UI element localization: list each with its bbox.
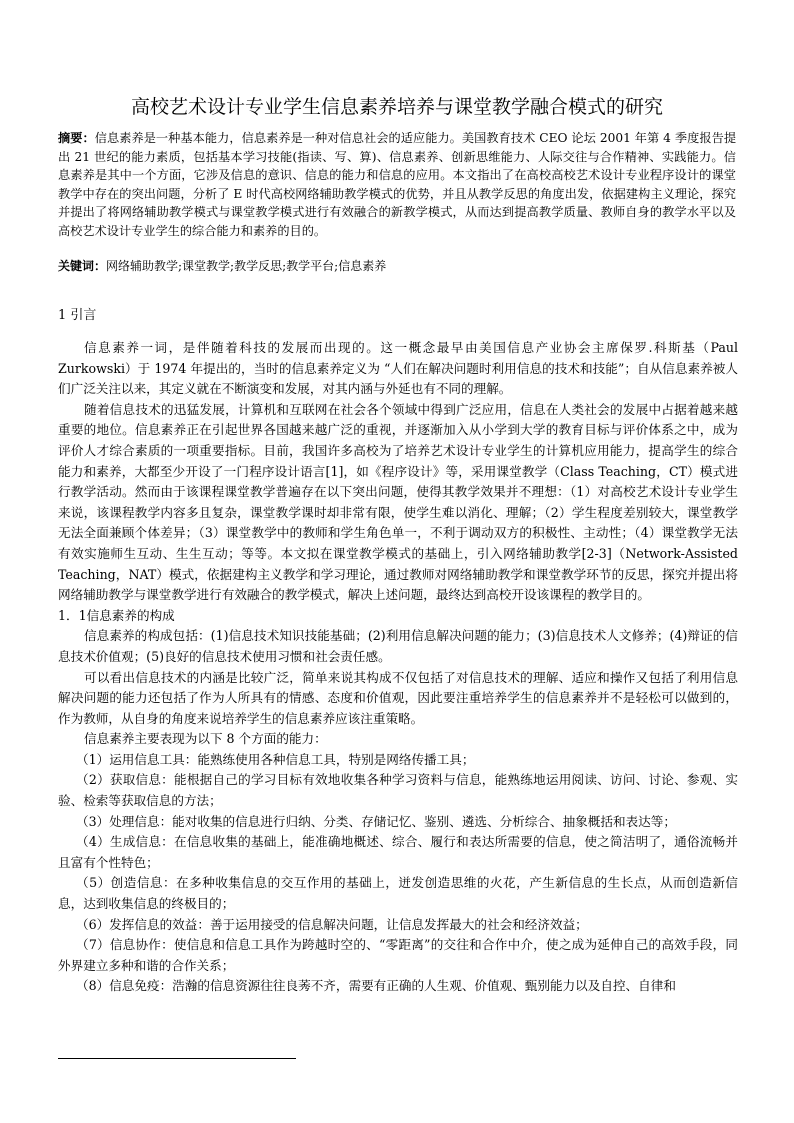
list-item: （2）获取信息：能根据自己的学习目标有效地收集各种学习资料与信息，能熟练地运用阅读、访问、讨论、参观、实验、检索等获取信息的方法；: [58, 772, 738, 809]
paragraph-3: 信息素养的构成包括：(1)信息技术知识技能基础；(2)利用信息解决问题的能力；(3)信息技术人文修养；(4)辩证的信息技术价值观；(5)良好的信息技术使用习惯和社会责任感。: [58, 628, 738, 664]
list-item: （6）发挥信息的效益：善于运用接受的信息解决问题，让信息发挥最大的社会和经济效益；: [76, 916, 588, 932]
list-item: （7）信息协作：使信息和信息工具作为跨越时空的、“零距离”的交往和合作中介，使之成为延伸自己的高效手段，同外界建立多种和谐的合作关系；: [58, 937, 738, 973]
list-item: （5）创造信息：在多种收集信息的交互作用的基础上，迸发创造思维的火花，产生新信息的生长点，从而创造新信息，达到收集信息的终极目的；: [58, 875, 738, 912]
paper-title: 高校艺术设计专业学生信息素养培养与课堂教学融合模式的研究: [130, 96, 663, 118]
abstract-text: 信息素养是一种基本能力，信息素养是一种对信息社会的适应能力。美国教育技术 CEO 论坛 2001 年第 4 季度报告提出 21 世纪的能力素质，包括基本学习技能(指读、写、算)、信息素养、创新思维能力、人际交往与合作精神、实践能力。信息素养是其中一个方面，它涉及信息的意识、信息的能力和信息的应用。本文指出了在高校高校艺术设计专业程序设计的课堂教学中存在的突出问题，分析了 E 时代高校网络辅助教学模式的优势，并且从教学反思的角度出发，依据建构主义理论，探究并提出了将网络辅助教学模式与课堂教学模式进行有效融合的新教学模式，从而达到提高教学质量、教师自身的教学水平以及高校艺术设计专业学生的综合能力和素养的目的。: [58, 131, 737, 238]
list-item: （1）运用信息工具：能熟练使用各种信息工具，特别是网络传播工具；: [76, 751, 475, 767]
keywords-text: 网络辅助教学;课堂教学;教学反思;教学平台;信息素养: [106, 259, 387, 273]
abstract-label: 摘要：: [58, 131, 95, 145]
list-item: （4）生成信息：在信息收集的基础上，能准确地概述、综合、履行和表达所需要的信息，使之简洁明了，通俗流畅并且富有个性特色；: [58, 834, 738, 870]
paragraph-4: 可以看出信息技术的内涵是比较广泛，简单来说其构成不仅包括了对信息技术的理解、适应和操作又包括了利用信息解决问题的能力还包括了作为人所具有的情感、态度和价值观，因此要注重培养学生的信息素养并不是轻松可以做到的，作为教师，从自身的角度来说培养学生的信息素养应该注重策略。: [58, 669, 738, 726]
paragraph-2: 随着信息技术的迅猛发展，计算机和互联网在社会各个领域中得到广泛应用，信息在人类社会的发展中占据着越来越重要的地位。信息素养正在引起世界各国越来越广泛的重视，并逐渐加入从小学到大学的教育目标与评价体系之中，成为评价人才综合素质的一项重要指标。目前，我国许多高校为了培养艺术设计专业学生的计算机应用能力，提高学生的综合能力和素养，大都至少开设了一门程序设计语言[1]，如《程序设计》等，采用课堂教学（Class Teaching，CT）模式进行教学活动。然而由于该课程课堂教学普遍存在以下突出问题，使得其教学效果并不理想：（1）对高校艺术设计专业学生来说，该课程教学内容多且复杂，课堂教学课时却非常有限，使学生难以消化、理解；（2）学生程度差别较大，课堂教学无法全面兼顾个体差异；（3）课堂教学中的教师和学生角色单一，不利于调动双方的积极性、主动性；（4）课堂教学无法有效实施师生互动、生生互动；等等。本文拟在课堂教学模式的基础上，引入网络辅助教学[2-3]（Network-Assisted Teaching，NAT）模式，依据建构主义教学和学习理论，通过教师对网络辅助教学和课堂教学环节的反思，探究并提出将网络辅助教学与课堂教学进行有效融合的教学模式，解决上述问题，最终达到高校开设该课程的教学目的。: [58, 401, 738, 603]
section-heading-intro: 1 引言: [58, 308, 97, 323]
paragraph-5: 信息素养主要表现为以下 8 个方面的能力：: [84, 731, 327, 747]
footnote-separator: [58, 1058, 296, 1059]
list-item: （8）信息免疫：浩瀚的信息资源往往良莠不齐，需要有正确的人生观、价值观、甄别能力以及自控、自律和: [76, 978, 676, 994]
keywords: [58, 257, 736, 275]
abstract: [58, 129, 736, 241]
keywords-label: 关键词：: [58, 259, 107, 273]
body-text: [58, 338, 738, 997]
subsection-heading-1-1: 1．1信息素养的构成: [58, 607, 175, 623]
paragraph-1: 信息素养一词，是伴随着科技的发展而出现的。这一概念最早由美国信息产业协会主席保罗.科斯基（Paul Zurkowski）于 1974 年提出的，当时的信息素养定义为 “人们在解决问题时利用信息的技术和技能”；自从信息素养被人们广泛关注以来，其定义就在不断演变和发展，对其内涵与外延也有不同的理解。: [58, 340, 738, 397]
list-item: （3）处理信息：能对收集的信息进行归纳、分类、存储记忆、鉴别、遴选、分析综合、抽象概括和表达等；: [76, 813, 676, 829]
